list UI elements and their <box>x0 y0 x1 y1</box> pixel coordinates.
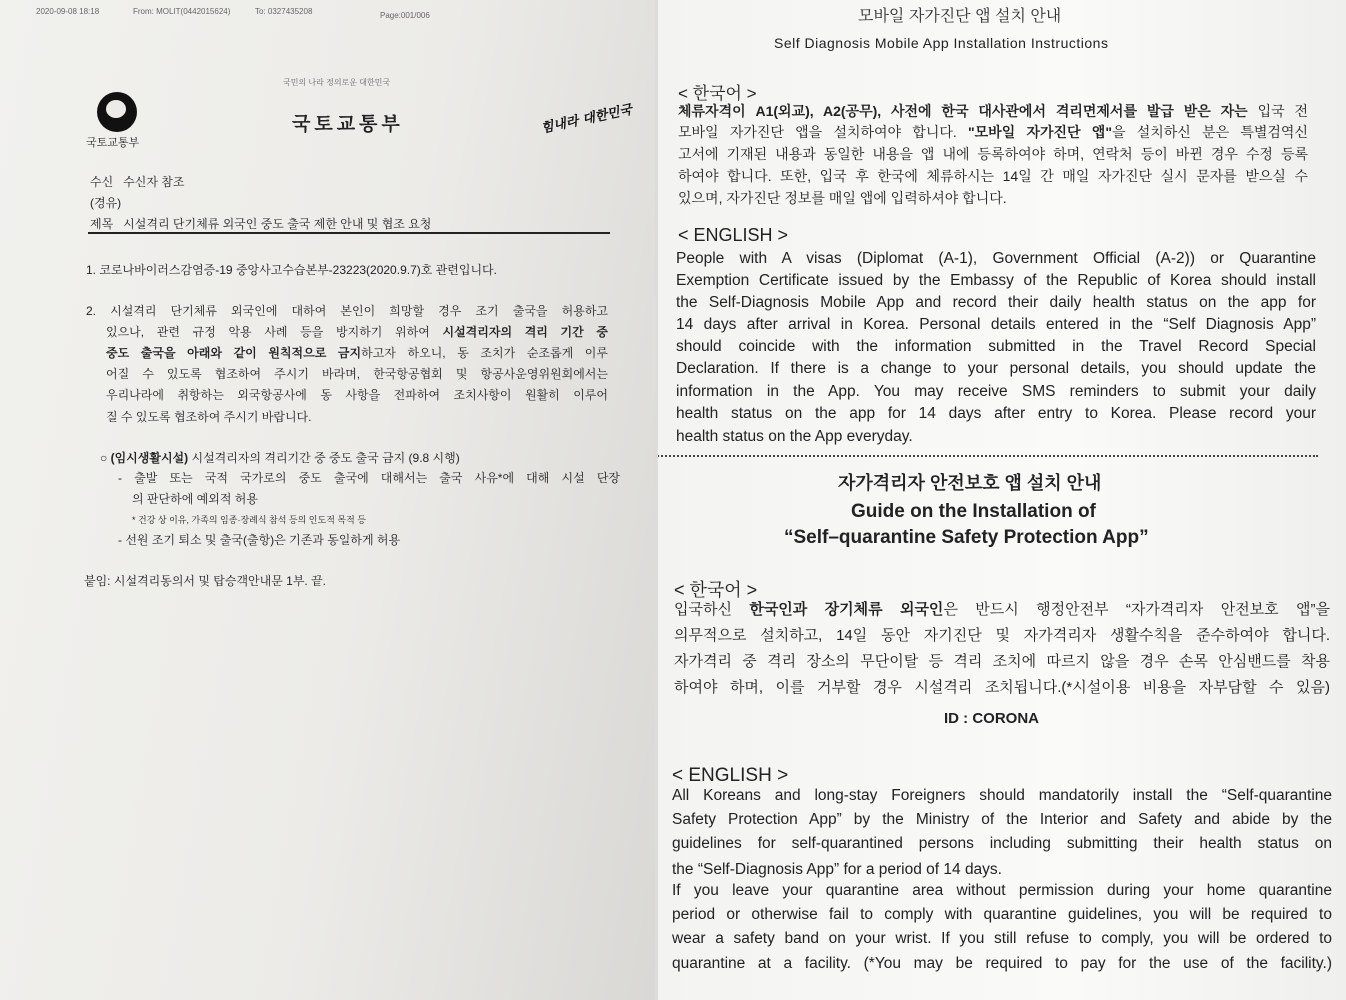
heading2-english-1: Guide on the Installation of <box>851 501 1096 522</box>
title-korean: 모바일 자가진단 앱 설치 안내 <box>858 8 1062 25</box>
title-english: Self Diagnosis Mobile App Installation Instructions <box>774 35 1109 51</box>
text-segment: 우리나라에 취항하는 외국항공사에 동 사항을 전파하여 조치사항이 원활히 이루어 <box>106 388 608 402</box>
text-line <box>106 368 608 380</box>
text-line <box>676 295 1316 311</box>
text-segment: - 출발 또는 국적 국가로의 중도 출국에 대해서는 출국 사유*에 대해 시설 단장 <box>118 471 620 485</box>
text-segment: 의 판단하에 예외적 허용 <box>132 492 258 506</box>
text-line <box>672 907 1332 923</box>
ministry-title: 국토교통부 <box>292 114 404 135</box>
section2-english-label: < ENGLISH > <box>672 765 789 786</box>
text-line <box>86 305 608 317</box>
text-segment: period or otherwise fail to comply with quarantine guidelines, you will be required to <box>672 906 1332 923</box>
text-line <box>674 654 1330 669</box>
fax-to: To: 0327435208 <box>255 7 313 16</box>
text-segment: 시설격리자의 격리 기간 중 <box>442 325 608 339</box>
text-segment: * 건강 상 이유, 가족의 임종·장례식 참석 등의 인도적 목적 등 <box>132 515 366 525</box>
text-segment: should coincide with the information submitted in the Travel Record Special <box>676 338 1316 355</box>
text-segment: 있으며, 자가진단 정보를 매일 앱에 입력하셔야 합니다. <box>678 190 1007 206</box>
left-document-page <box>0 0 655 1000</box>
text-segment: 중도 출국을 아래와 같이 원칙적으로 금지 <box>106 346 362 360</box>
text-line <box>672 812 1332 828</box>
heading2-english-2: “Self–quarantine Safety Protection App” <box>784 527 1149 548</box>
text-line <box>678 125 1308 139</box>
text-segment: "모바일 자가진단 앱" <box>968 124 1112 140</box>
text-line <box>86 264 497 276</box>
text-segment: wear a safety band on your wrist. If you still refuse to comply, you will be ordered to <box>672 930 1332 947</box>
text-line <box>118 534 400 546</box>
text-segment: (임시생활시설) <box>110 451 189 465</box>
text-segment: quarantine at a facility. (*You may be required to pay for the use of the facility.) <box>672 955 1332 972</box>
text-segment: health status on the app for 14 days after entry to Korea. Please record your <box>676 405 1316 422</box>
text-segment: information in the App. You may receive SMS reminders to submit your daily <box>676 383 1316 400</box>
text-line <box>132 493 258 505</box>
text-line <box>672 788 1332 804</box>
subject-underline <box>88 232 610 234</box>
text-line <box>678 104 1308 118</box>
text-line <box>672 883 1332 899</box>
text-line <box>84 575 326 587</box>
text-segment: 한국인과 장기체류 외국인 <box>749 601 944 618</box>
text-line <box>106 347 608 359</box>
subject: 제목 시설격리 단기체류 외국인 중도 출국 제한 안내 및 협조 요청 <box>90 217 432 231</box>
text-segment: 하여야 하며, 이를 거부할 경우 시설격리 조치됩니다.(*시설이용 비용을 자부담할 수 있음) <box>674 679 1330 696</box>
section1-korean-label: < 한국어 > <box>678 84 757 103</box>
text-line <box>676 251 1316 267</box>
text-segment: 붙임: 시설격리동의서 및 탑승객안내문 1부. 끝. <box>84 574 327 588</box>
text-segment: the “Self-Diagnosis App” for a period of 14 days. <box>672 861 1002 878</box>
text-segment: 입국 전 <box>1247 103 1308 119</box>
fax-timestamp: 2020-09-08 18:18 <box>36 7 100 16</box>
text-line <box>674 602 1330 617</box>
text-segment: 있으나, 관련 규정 악용 사례 등을 방지하기 위하여 <box>106 325 443 339</box>
text-segment: guidelines for self-quarantined persons including submitting their health status on <box>672 835 1332 852</box>
text-line <box>106 389 608 401</box>
text-segment: 모바일 자가진단 앱을 설치하여야 합니다. <box>678 124 969 140</box>
text-segment: - 선원 조기 퇴소 및 출국(출항)은 기존과 동일하게 허용 <box>118 533 401 547</box>
text-segment: 입국하신 <box>674 601 750 618</box>
text-line <box>676 406 1316 422</box>
text-segment: 자가격리 중 격리 장소의 무단이탈 등 격리 조치에 따르지 않을 경우 손목 안심밴드를 착용 <box>674 653 1330 670</box>
text-segment: 14 days after arrival in Korea. Personal details entered in the “Self Diagnosis App” <box>676 316 1316 333</box>
text-line <box>678 169 1308 183</box>
text-line <box>676 273 1316 289</box>
text-line <box>676 384 1316 400</box>
section1-english-label: < ENGLISH > <box>678 225 789 245</box>
text-segment: Exemption Certificate issued by the Embassy of the Republic of Korea should install <box>676 272 1316 289</box>
text-segment: 체류자격이 A1(외교), A2(공무), 사전에 한국 대사관에서 격리면제서를 발급 받은 자는 <box>678 103 1248 119</box>
text-segment: health status on the App everyday. <box>676 428 913 445</box>
text-segment: 어질 수 있도록 협조하여 주시기 바라며, 한국항공협회 및 항공사운영위원회에서는 <box>106 367 608 381</box>
via: (경유) <box>90 196 122 210</box>
text-segment: the Self-Diagnosis Mobile App and record their daily health status on the app for <box>676 294 1316 311</box>
text-line <box>672 931 1332 947</box>
text-line <box>118 472 620 484</box>
text-line <box>676 429 913 445</box>
text-line <box>674 680 1330 695</box>
fax-page: Page:001/006 <box>380 11 430 20</box>
text-line <box>674 628 1330 643</box>
text-segment: 1. 코로나바이러스감염증-19 중앙사고수습본부-23223(2020.9.7)호 관련입니다. <box>86 263 497 277</box>
logo-label: 국토교통부 <box>86 137 140 149</box>
text-line <box>676 339 1316 355</box>
text-line <box>672 862 1002 878</box>
text-segment: People with A visas (Diplomat (A-1), Government Official (A-2)) or Quarantine <box>676 250 1316 267</box>
text-segment: If you leave your quarantine area without permission during your home quarantine <box>672 882 1332 899</box>
text-segment: 하여야 합니다. 또한, 입국 후 한국에 체류하시는 14일 간 매일 자가진단 실시 문자를 받으실 수 <box>678 168 1308 184</box>
text-line <box>100 452 460 464</box>
text-line <box>678 191 1007 205</box>
text-segment: 시설격리자의 격리기간 중 중도 출국 금지 (9.8 시행) <box>188 451 460 465</box>
section-divider <box>658 455 1318 457</box>
text-line <box>676 317 1316 333</box>
text-segment: 을 설치하신 분은 특별검역신 <box>1111 124 1308 140</box>
text-line <box>132 516 366 525</box>
text-segment: 의무적으로 설치하고, 14일 동안 자기진단 및 자가격리자 생활수칙을 준수하여야 합니다. <box>674 627 1330 644</box>
heading2-korean: 자가격리자 안전보호 앱 설치 안내 <box>838 473 1102 493</box>
text-segment: 은 반드시 행정안전부 “자가격리자 안전보호 앱”을 <box>943 601 1330 618</box>
text-segment: 고서에 기재된 내용과 동일한 내용을 앱 내에 등록하여야 하며, 연락처 등이 바뀐 경우 수정 등록 <box>678 146 1308 162</box>
text-line <box>672 956 1332 972</box>
right-document-page <box>658 0 1346 1000</box>
slogan: 국민의 나라 정의로운 대한민국 <box>283 78 391 87</box>
ministry-logo-icon <box>97 92 137 132</box>
text-segment: Declaration. If there is a change to your personal details, you should update the <box>676 360 1316 377</box>
section2-korean-label: < 한국어 > <box>674 580 758 600</box>
text-line <box>106 411 311 423</box>
text-segment: 2. 시설격리 단기체류 외국인에 대하여 본인이 희망할 경우 조기 출국을 허용하고 <box>86 304 608 318</box>
text-segment: ○ <box>100 451 111 465</box>
text-line <box>672 836 1332 852</box>
text-line <box>676 361 1316 377</box>
recipient: 수신 수신자 참조 <box>90 175 185 189</box>
text-segment: 질 수 있도록 협조하여 주시기 바랍니다. <box>106 410 312 424</box>
app-id: ID : CORONA <box>944 710 1039 727</box>
signature: 힘내라 대한민국 <box>539 102 634 137</box>
text-segment: All Koreans and long-stay Foreigners should mandatorily install the “Self-quarantine <box>672 787 1332 804</box>
text-segment: 하고자 하오니, 동 조치가 순조롭게 이루 <box>361 346 608 360</box>
fax-from: From: MOLIT(0442015624) <box>133 7 231 16</box>
text-segment: Safety Protection App” by the Ministry of the Interior and Safety and abide by the <box>672 811 1332 828</box>
text-line <box>678 147 1308 161</box>
text-line <box>106 326 608 338</box>
